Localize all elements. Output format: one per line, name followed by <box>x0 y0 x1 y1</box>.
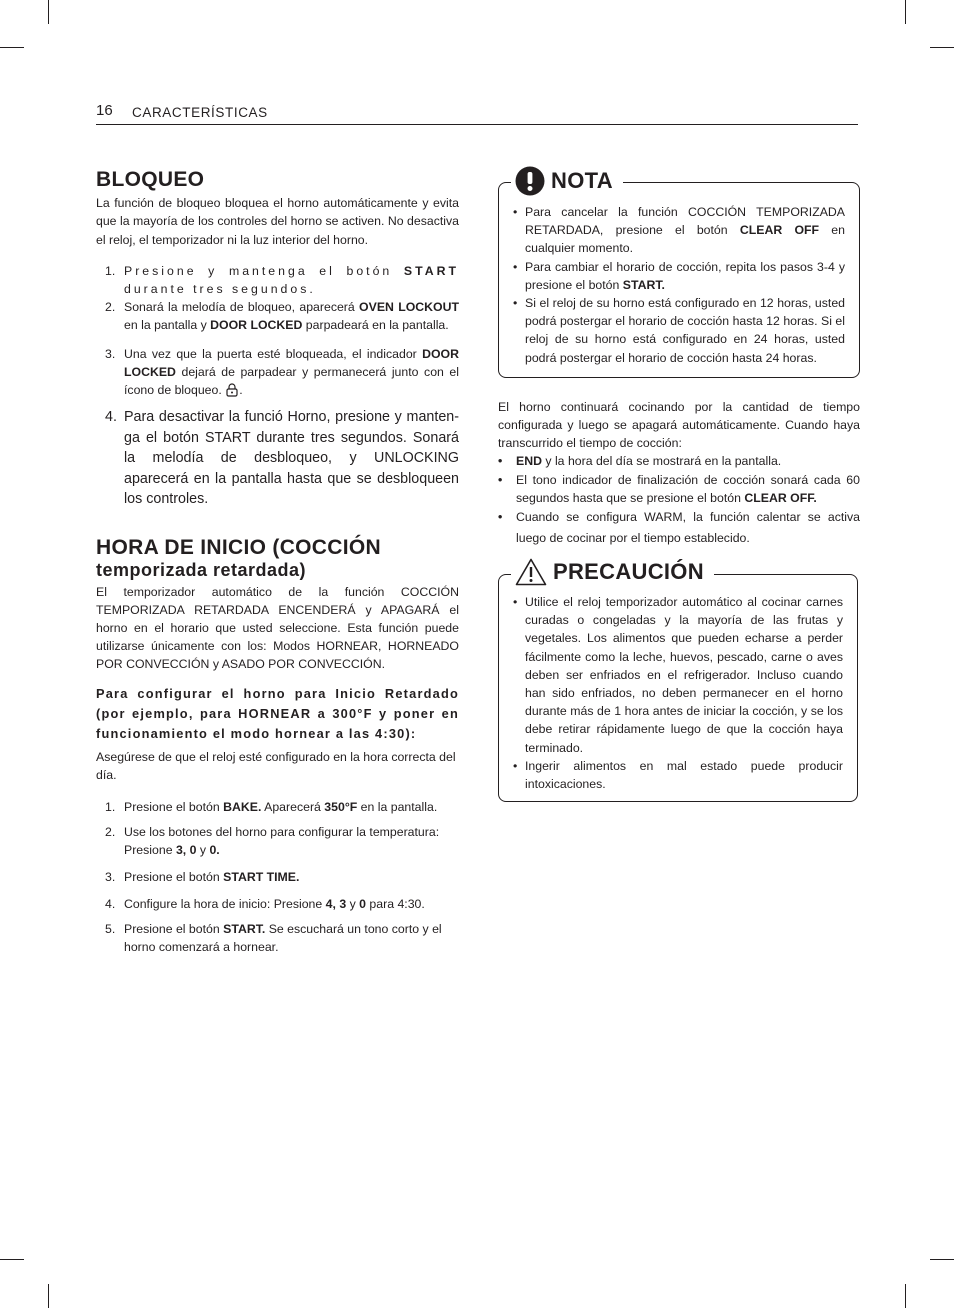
hora-title: HORA DE INICIO (COCCIÓN temporizada retardada) <box>96 535 381 580</box>
hora-intro: El temporizador automático de la función COCCIÓN TEMPORIZADA RETARDADA ENCENDERÁ y APAGARÁ el horno en el horario que usted seleccione. Esta función puede utilizarse únicamente con los: Modos HORNEAR, HORNEADO POR CONVECCIÓN y ASADO POR CONVECCIÓN. <box>96 584 459 672</box>
precaucion-title-bar <box>511 558 714 586</box>
precaucion-box <box>498 559 858 802</box>
list-item: • END y la hora del día se mostrará en la pantalla. <box>498 454 782 469</box>
continua-text: El horno continuará cocinando por la cantidad de tiempo configurada y luego se apagará automáticamente. Cuando haya transcurrido el tiempo de cocción: <box>498 399 860 451</box>
list-item: 2. Use los botones del horno para configurar la temperatura: Presione 3, 0 y 0. <box>105 825 440 858</box>
list-item: • Si el reloj de su horno está configurado en 12 horas, usted podrá postergar el horario de cocción hasta 12 horas. Si el reloj de su horno está configurado en 24 horas, usted podrá postergar el horario de cocción hasta 24 horas. <box>513 296 845 365</box>
nota-title: NOTA <box>551 168 613 193</box>
list-item: 5. Presione el botón START. Se escuchará un tono corto y el horno comenzará a hornear. <box>105 921 442 955</box>
list-item: • El tono indicador de finalización de cocción sonará cada 60 segundos hasta que se presione el botón CLEAR OFF. <box>498 472 860 505</box>
hora-lead: Para configurar el horno para Inicio Retardado (por ejemplo, para HORNEAR a 300°F y poner en funcionamiento el modo hornear a las 4:30): <box>96 685 459 741</box>
crop-mark <box>905 0 906 24</box>
precaucion-title: PRECAUCIÓN <box>553 559 704 585</box>
list-item: • Para cambiar el horario de cocción, repita los pasos 3-4 y presione el botón START. <box>513 259 845 292</box>
exclamation-icon <box>515 166 545 196</box>
bloqueo-intro: La función de bloqueo bloquea el horno automáticamente y evita que la mayoría de los controles del horno se activen. No desactiva el reloj, el temporizador ni la luz interior del horno. <box>96 196 459 247</box>
list-item: 3. Presione el botón START TIME. <box>105 869 300 884</box>
list-item: 3. Una vez que la puerta esté bloqueada, el indicador DOOR LOCKED dejará de parpadear y permanecerá junto con el ícono de bloqueo. . <box>105 346 459 397</box>
list-item: • Para cancelar la función COCCIÓN TEMPORIZADA RETARDADA, presione el botón CLEAR OFF en cualquier momento. <box>513 205 845 256</box>
crop-mark <box>48 1284 49 1308</box>
page-header <box>96 100 858 125</box>
crop-mark <box>930 1259 954 1260</box>
hora-note: Asegúrese de que el reloj esté configurado en la hora correcta del día. <box>96 749 456 782</box>
list-item: • Cuando se configura WARM, la función calentar se activa luego de cocinar por el tiempo establecido. <box>498 510 860 545</box>
list-item: 2. Sonará la melodía de bloqueo, aparecerá OVEN LOCKOUT en la pantalla y DOOR LOCKED parpadeará en la pantalla. <box>105 300 459 333</box>
nota-box <box>498 168 860 378</box>
nota-list <box>501 203 845 367</box>
list-item: 1. Presione el botón BAKE. Aparecerá 350°F en la pantalla. <box>105 799 438 814</box>
crop-mark <box>930 47 954 48</box>
bloqueo-title: BLOQUEO <box>96 168 205 191</box>
crop-mark <box>905 1284 906 1308</box>
list-item: 4. Para desactivar la funció Horno, presione y manten-ga el botón START durante tres segundos. Sonará la melodía de desbloqueo, y UNLOCKING aparecerá en la pantalla hasta que se desbloqueen los controles. <box>105 409 459 508</box>
list-item: • Ingerir alimentos en mal estado puede producir intoxicaciones. <box>513 758 843 792</box>
page-number: 16 <box>96 102 113 119</box>
bloqueo-steps <box>96 262 459 510</box>
list-item: • Utilice el reloj temporizador automático al cocinar carnes curadas o congeladas y la mayoría de las frutas y vegetales. Los alimentos que pueden echarse a perder fácilmente como la leche, huevos, pescado, carne o aves deben ser enfriados en el refrigerador. Incluso cuando han sido enfriados, no deben permanecer en el horno durante más de 1 hora antes de iniciar la cocción, y se los debe retirar rápidamente luego de que la cocción haya terminado. <box>513 595 843 755</box>
lock-icon <box>225 383 239 397</box>
warning-icon <box>515 558 547 586</box>
crop-mark <box>0 47 24 48</box>
nota-title-bar <box>511 166 623 196</box>
hora-steps <box>96 798 459 956</box>
section-name: CARACTERÍSTICAS <box>132 105 268 120</box>
left-column <box>96 168 459 956</box>
list-item: 1. Presione y mantenga el botón START durante tres segundos. <box>105 263 459 296</box>
right-column <box>498 168 860 802</box>
precaucion-list <box>501 593 843 793</box>
crop-mark <box>0 1259 24 1260</box>
continua-list <box>498 452 860 548</box>
crop-mark <box>48 0 49 24</box>
list-item: 4. Configure la hora de inicio: Presione 4, 3 y 0 para 4:30. <box>105 896 425 911</box>
